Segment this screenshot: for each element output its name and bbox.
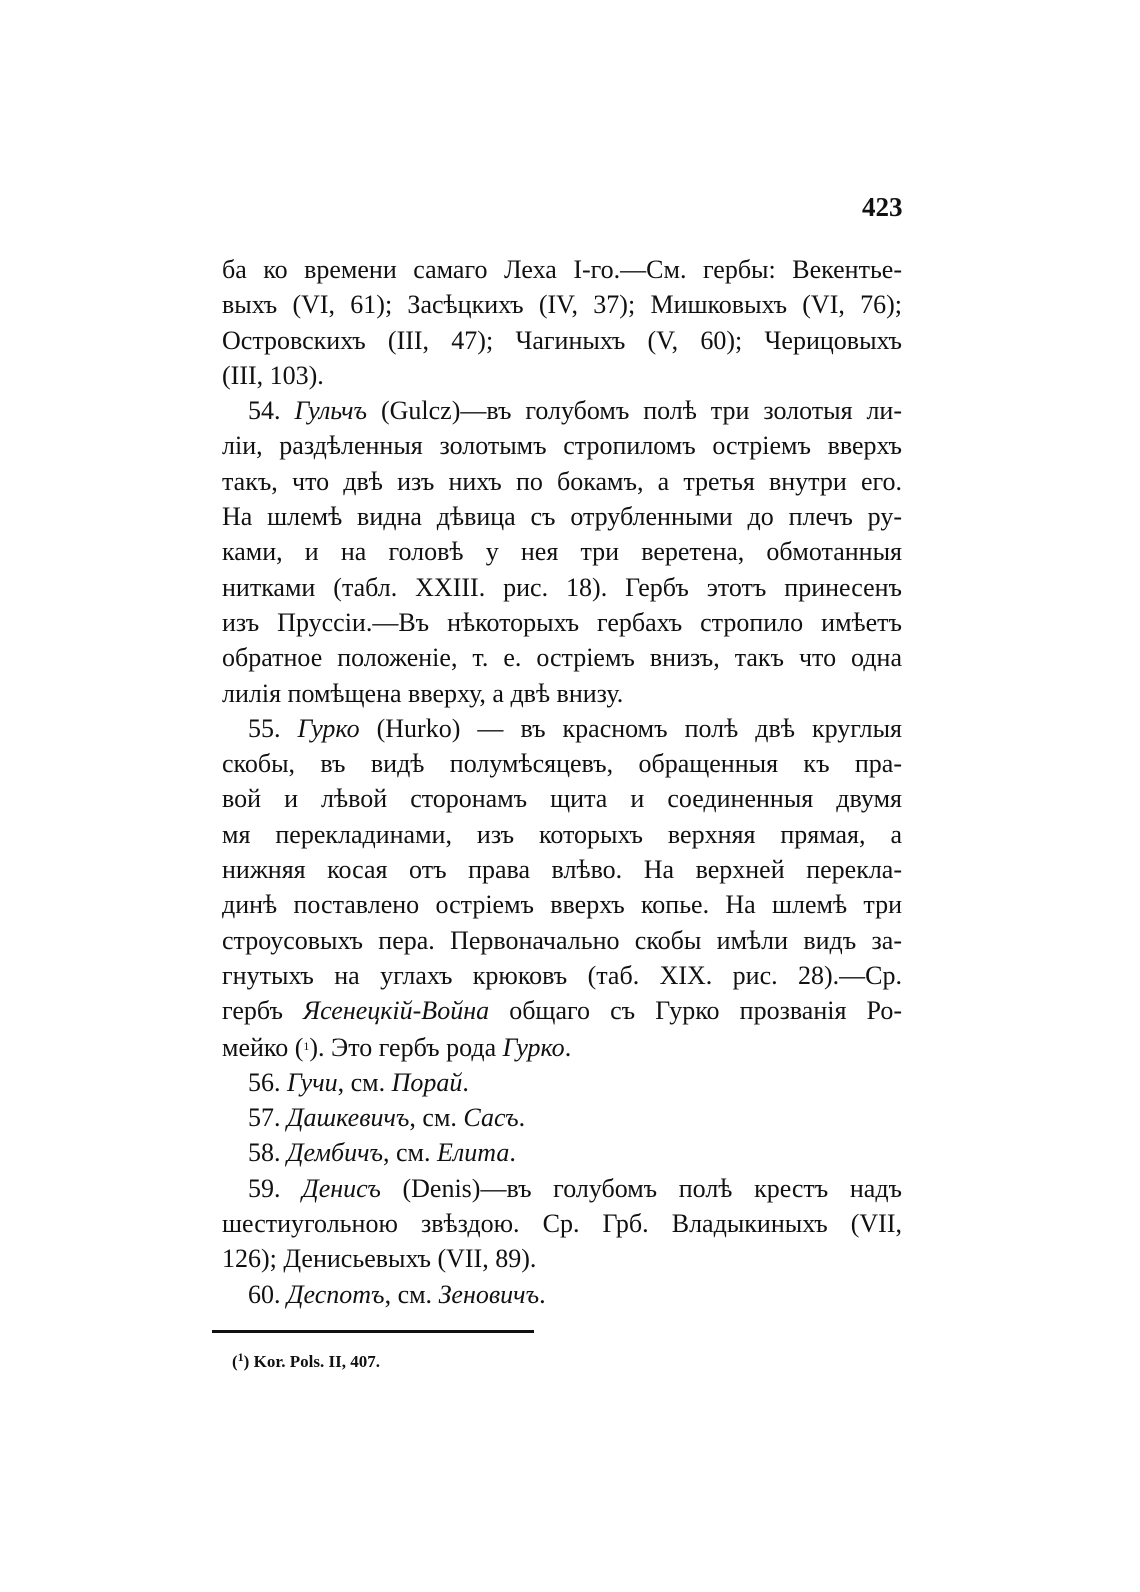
text-line: скобы, въ видѣ полумѣсяцевъ, обращенныя къ пра- [222,749,902,779]
paragraph-continuation [222,252,902,393]
text-fragment: ). Это гербъ рода [309,1032,503,1062]
text-line: изъ Пруссіи.—Въ нѣкоторыхъ гербахъ стропило имѣетъ [222,607,902,637]
entry-text: (Hurko) — въ красномъ полѣ двѣ круглыя [359,713,902,743]
entry-number: 59. [248,1173,281,1203]
text-line: мя перекладинами, изъ которыхъ верхняя прямая, а [222,819,902,849]
entry-55 [222,711,902,1065]
text-fragment: . [564,1032,572,1062]
text-line: Островскихъ (III, 47); Чагиныхъ (V, 60); Черицовыхъ [222,325,902,355]
text-fragment: , см. [383,1138,438,1168]
text-fragment: мейко ( [222,1032,304,1062]
text-line: На шлемѣ видна дѣвица съ отрубленными до плечъ ру- [222,502,902,532]
text-line [222,1277,902,1312]
text-fragment: . [539,1279,546,1309]
text-line [222,711,902,746]
entry-number: 55. [248,713,281,743]
text-fragment: гербъ [222,996,303,1026]
text-fragment: , см. [337,1067,392,1097]
text-line: лилія помѣщена вверху, а двѣ внизу. [222,678,624,708]
entry-name: Гучи [287,1067,338,1097]
entry-54 [222,393,902,711]
main-text [222,252,902,1312]
text-line [222,1029,902,1065]
text-line: выхъ (VI, 61); Засѣцкихъ (IV, 37); Мишковыхъ (VI, 76); [222,290,902,320]
entry-name: Дашкевичъ [287,1103,410,1133]
text-line: обратное положеніе, т. е. остріемъ внизъ, такъ что одна [222,643,902,673]
text-line: нижняя косая отъ права влѣво. На верхней перекла- [222,855,902,885]
footnote: ($^1$) Kor. Pols. II, 407. [232,1350,381,1371]
entry-56 [222,1065,902,1100]
entry-text: (Gulcz)—въ голубомъ полѣ три золотыя ли- [367,396,902,426]
entry-number: 58. [248,1138,281,1168]
text-line: такъ, что двѣ изъ нихъ по бокамъ, а третья внутри его. [222,466,902,496]
text-fragment: общаго съ Гурко прозванія Ро- [489,996,902,1026]
text-fragment: , см. [409,1103,464,1133]
text-fragment: , см. [384,1279,439,1309]
cross-ref-name: Гурко [502,1032,565,1062]
footnote-text: Kor. Pols. II, 407. [249,1352,381,1371]
text-line: ба ко времени самаго Леха І-го.—См. гербы: Векентье- [222,255,902,284]
footnote-divider [212,1330,534,1333]
cross-ref-name: Зеновичъ [438,1279,540,1309]
cross-ref-name: Сасъ [463,1103,519,1133]
text-line [222,1135,902,1170]
text-line [222,1171,902,1206]
footnote-reference[interactable]: 1 [303,1038,310,1053]
cross-ref-name: Порай [391,1067,463,1097]
entry-60 [222,1277,902,1312]
page-number: 423 [862,192,903,222]
entry-name: Денисъ [302,1173,381,1203]
text-line: шестиугольною звѣздою. Ср. Грб. Владыкиныхъ (VII, [222,1209,902,1239]
cross-ref-name: Елита [437,1138,510,1168]
entry-58 [222,1135,902,1170]
entry-name: Гурко [297,713,360,743]
entry-name: Деспотъ [287,1279,385,1309]
cross-ref-name: Ясенецкій-Война [303,996,490,1026]
text-line: динѣ поставлено остріемъ вверхъ копье. На шлемѣ три [222,890,902,920]
entry-text: (Denis)—въ голубомъ полѣ крестъ надъ [380,1173,903,1203]
text-line [222,993,902,1028]
entry-name: Дембичъ [287,1138,384,1168]
text-line: вой и лѣвой сторонамъ щита и соединенныя двумя [222,784,902,814]
text-line: гнутыхъ на углахъ крюковъ (таб. XIX. рис. 28).—Ср. [222,960,902,990]
text-line: нитками (табл. XXIII. рис. 18). Гербъ этотъ принесенъ [222,572,902,602]
footnote-mark: 1 [237,1350,244,1364]
text-line: (III, 103). [222,360,324,390]
text-line [222,393,902,428]
entry-57 [222,1100,902,1135]
entry-number: 60. [248,1279,281,1309]
entry-number: 54. [248,396,281,426]
text-line: строусовыхъ пера. Первоначально скобы имѣли видъ за- [222,925,902,955]
text-line [222,1100,902,1135]
entry-59 [222,1171,902,1277]
entry-number: 56. [248,1067,281,1097]
text-line: ками, и на головѣ у нея три веретена, обмотанныя [222,537,902,567]
text-fragment: . [518,1103,526,1133]
entry-name: Гульчъ [294,396,368,426]
text-line [222,1065,902,1100]
text-fragment: . [462,1067,469,1097]
text-fragment: . [509,1138,516,1168]
text-line: 126); Денисьевыхъ (VII, 89). [222,1244,537,1274]
text-line: ліи, раздѣленныя золотымъ стропиломъ остріемъ вверхъ [222,431,902,461]
entry-number: 57. [248,1103,281,1133]
